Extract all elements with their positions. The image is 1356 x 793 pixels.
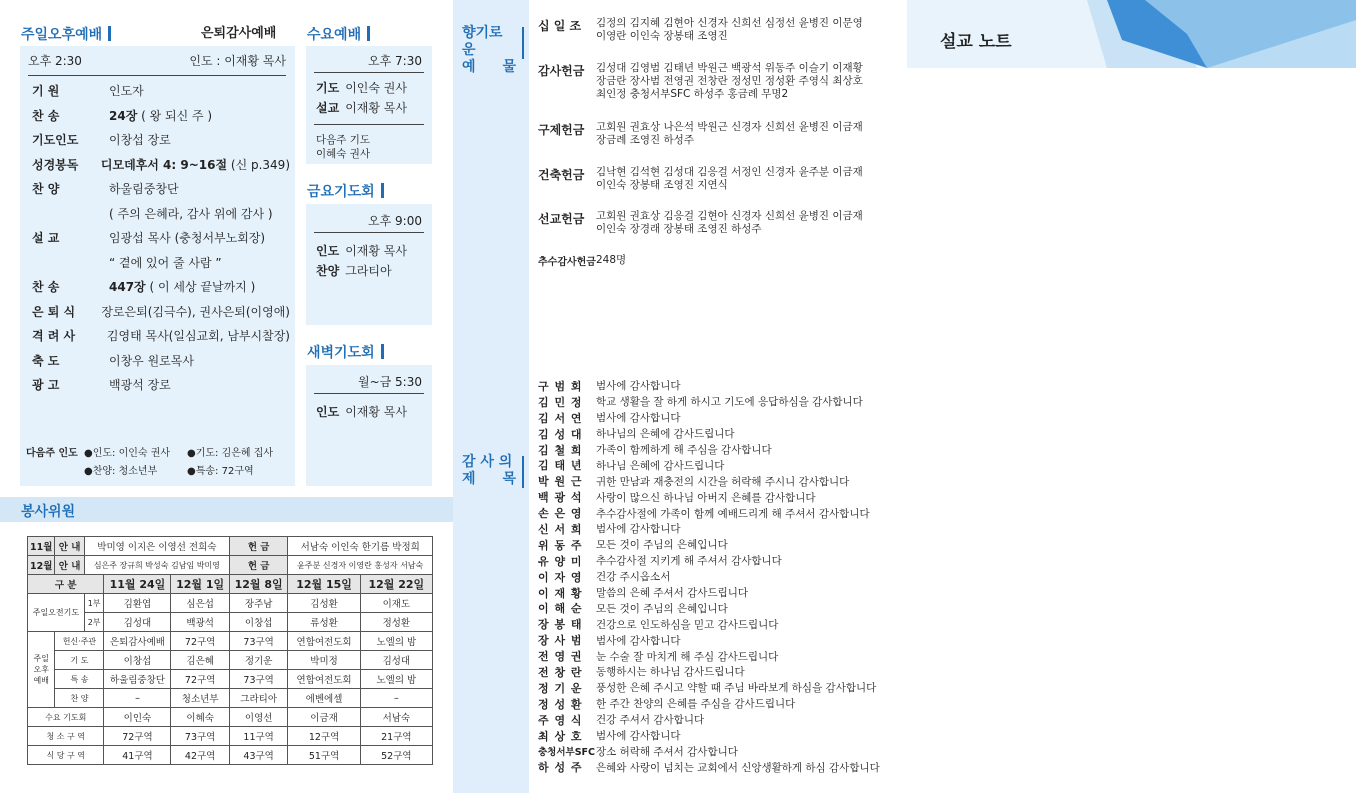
dawn-time: 월~금 5:30 bbox=[357, 375, 422, 389]
order-value-text: ( 이 세상 끝날까지 ) bbox=[149, 280, 256, 294]
table-cell: 42구역 bbox=[171, 746, 230, 765]
table-cell: 심은주 장규희 박성숙 김남임 박미영 bbox=[84, 556, 229, 575]
thanks-item bbox=[538, 394, 888, 410]
table-cell: 이금재 bbox=[288, 708, 360, 727]
next-week bbox=[26, 444, 296, 480]
thanks-item bbox=[538, 696, 888, 712]
thanks-message: 동행하시는 하나님 감사드립니다 bbox=[596, 666, 745, 679]
friday-title: 금요기도회 bbox=[307, 181, 384, 201]
order-value-text: 장로은퇴(김극수), 권사은퇴(이영애) bbox=[101, 304, 290, 319]
friday-item: 찬양 그라티아 bbox=[316, 264, 392, 278]
table-cell: 백광석 bbox=[171, 613, 230, 632]
thanks-item bbox=[538, 378, 888, 394]
table-cell: 찬 양 bbox=[55, 689, 104, 708]
table-cell: 12월 1일 bbox=[171, 575, 230, 594]
thanks-name: 박 원 근 bbox=[538, 475, 583, 489]
table-cell: 이재도 bbox=[360, 594, 432, 613]
sermon-note-title: 설교 노트 bbox=[940, 32, 1012, 52]
thanks-item bbox=[538, 743, 888, 759]
thanks-message: 범사에 감사합니다 bbox=[596, 634, 681, 647]
table-row bbox=[28, 556, 433, 575]
next-item: ●찬양: 청소년부 bbox=[84, 466, 158, 477]
table-cell: 정성환 bbox=[360, 613, 432, 632]
order-value bbox=[109, 107, 290, 124]
order-row bbox=[32, 327, 290, 352]
table-cell: 이창섭 bbox=[104, 651, 171, 670]
table-cell: 41구역 bbox=[104, 746, 171, 765]
table-cell: 72구역 bbox=[104, 727, 171, 746]
table-cell: 수요 기도회 bbox=[28, 708, 104, 727]
offering-names: 248명 bbox=[596, 254, 627, 266]
thanks-message: 건강 주시옵소서 bbox=[596, 571, 671, 584]
sunday-head bbox=[28, 52, 286, 76]
table-cell: 73구역 bbox=[229, 632, 288, 651]
order-label: 은 퇴 식 bbox=[32, 304, 76, 319]
order-label: 광 고 bbox=[32, 378, 60, 392]
table-cell: 안 내 bbox=[55, 556, 84, 575]
order-row bbox=[32, 205, 290, 230]
table-cell: 52구역 bbox=[360, 746, 432, 765]
table-row bbox=[28, 670, 433, 689]
table-cell: 51구역 bbox=[288, 746, 360, 765]
thanks-item bbox=[538, 600, 888, 616]
table-cell: 연합여전도회 bbox=[288, 670, 360, 689]
order-value bbox=[109, 82, 290, 99]
thanks-message: 범사에 감사합니다 bbox=[596, 730, 681, 743]
thanks-message: 건강 주셔서 감사합니다 bbox=[596, 714, 705, 727]
wednesday-next-value: 이혜숙 권사 bbox=[316, 148, 371, 160]
friday-item: 인도 이재황 목사 bbox=[316, 244, 407, 258]
thanks-message: 모든 것이 주님의 은혜입니다 bbox=[596, 602, 728, 615]
thanks-name: 위 동 주 bbox=[538, 538, 583, 552]
order-value bbox=[109, 131, 290, 148]
order-value bbox=[109, 229, 290, 246]
order-value bbox=[107, 327, 290, 344]
table-cell: 기 도 bbox=[55, 651, 104, 670]
table-cell: 73구역 bbox=[229, 670, 288, 689]
table-cell: 연합여전도회 bbox=[288, 632, 360, 651]
sermon-note-header bbox=[907, 0, 1356, 68]
wednesday-time: 오후 7:30 bbox=[368, 54, 422, 68]
table-cell: 정기운 bbox=[229, 651, 288, 670]
next-item: ●인도: 이인숙 권사 bbox=[84, 448, 171, 459]
volunteers-header bbox=[0, 497, 453, 522]
table-cell: 11월 bbox=[28, 537, 55, 556]
order-value-text: (신 p.349) bbox=[230, 157, 290, 172]
offering-names: 김정의 김지혜 김현아 신경자 신희선 심정선 윤병진 이문영 이영란 이인숙 장봉태 조영진 bbox=[596, 17, 863, 42]
table-cell: 안 내 bbox=[55, 537, 84, 556]
table-cell: 21구역 bbox=[360, 727, 432, 746]
table-cell: 서남숙 bbox=[360, 708, 432, 727]
table-row bbox=[28, 613, 433, 632]
order-label: 축 도 bbox=[32, 353, 60, 368]
thanks-name: 구 범 회 bbox=[538, 379, 583, 393]
table-cell: 72구역 bbox=[171, 632, 230, 651]
table-cell: 1부 bbox=[84, 594, 104, 613]
next-item: ●특송: 72구역 bbox=[187, 466, 254, 477]
thanks-name: 백 광 석 bbox=[538, 491, 583, 505]
offerings-label: 향기로운 예 물 bbox=[462, 25, 516, 76]
table-row bbox=[28, 537, 433, 556]
sunday-time: 오후 2:30 bbox=[28, 54, 82, 68]
thanks-name: 충청서부SFC bbox=[538, 747, 596, 759]
thanks-item bbox=[538, 680, 888, 696]
table-cell: 2부 bbox=[84, 613, 104, 632]
table-cell: 류성환 bbox=[288, 613, 360, 632]
order-value-bold: 447장 bbox=[109, 280, 146, 294]
order-row bbox=[32, 156, 290, 181]
offering-type: 건축헌금 bbox=[538, 168, 585, 182]
thanks-message: 범사에 감사합니다 bbox=[596, 523, 681, 536]
service-order bbox=[32, 82, 290, 401]
thanks-name: 유 양 미 bbox=[538, 554, 583, 568]
order-row bbox=[32, 131, 290, 156]
thanks-message: 하나님 은혜에 감사드립니다 bbox=[596, 459, 725, 472]
thanks-item bbox=[538, 632, 888, 648]
thanks-name: 신 서 희 bbox=[538, 522, 583, 536]
order-value-text: 임광섭 목사 (충청서부노회장) bbox=[109, 231, 266, 245]
thanks-item bbox=[538, 442, 888, 458]
order-row bbox=[32, 352, 290, 377]
table-cell: 11월 24일 bbox=[104, 575, 171, 594]
thanks-name: 이 자 영 bbox=[538, 570, 583, 584]
order-value-bold: 24장 bbox=[109, 108, 138, 123]
order-value-text: ( 주의 은혜라, 감사 위에 감사 ) bbox=[109, 206, 273, 221]
order-value bbox=[109, 376, 290, 393]
volunteers-table bbox=[27, 536, 433, 765]
table-cell: 12월 8일 bbox=[229, 575, 288, 594]
thanks-name: 이 재 황 bbox=[538, 586, 583, 600]
thanks-message: 가족이 함께하게 해 주심을 감사합니다 bbox=[596, 444, 772, 456]
order-value-text: 이창우 원로목사 bbox=[109, 353, 194, 368]
table-cell: 이창섭 bbox=[229, 613, 288, 632]
thanks-item bbox=[538, 712, 888, 728]
offering-type: 구제헌금 bbox=[538, 123, 585, 137]
thanks-message: 학교 생활을 잘 하게 하시고 기도에 응답하심을 감사합니다 bbox=[596, 396, 863, 409]
thanks-name: 이 해 순 bbox=[538, 602, 583, 616]
order-label: 기 원 bbox=[32, 84, 60, 98]
table-row bbox=[28, 708, 433, 727]
table-cell: 노엘의 밤 bbox=[360, 632, 432, 651]
order-value bbox=[101, 156, 290, 173]
table-cell: 11구역 bbox=[229, 727, 288, 746]
offering-names: 고회원 권효상 김응걸 김현아 신경자 신희선 윤병진 이금재 이인숙 장경래 장봉태 조영진 하성주 bbox=[596, 210, 863, 235]
order-row bbox=[32, 376, 290, 401]
table-cell: 주일 오후 예배 bbox=[28, 632, 55, 708]
order-row bbox=[32, 278, 290, 303]
thanks-item bbox=[538, 759, 888, 775]
order-value bbox=[109, 205, 290, 222]
order-value-text: ( 왕 되신 주 ) bbox=[141, 108, 213, 123]
table-cell: 하울림중창단 bbox=[104, 670, 171, 689]
table-cell: 김성대 bbox=[104, 613, 171, 632]
thanks-name: 장 사 범 bbox=[538, 634, 583, 648]
order-value-text: 백광석 장로 bbox=[109, 378, 171, 392]
thanks-message: 한 주간 찬양의 은혜를 주심을 감사드립니다 bbox=[596, 698, 796, 711]
dawn-title: 새벽기도회 bbox=[307, 342, 384, 362]
table-row bbox=[28, 594, 433, 613]
friday-time: 오후 9:00 bbox=[368, 214, 422, 228]
thanks-item bbox=[538, 489, 888, 505]
table-row bbox=[28, 727, 433, 746]
wednesday-item: 기도 이인숙 권사 bbox=[316, 81, 407, 95]
thanks-name: 전 영 권 bbox=[538, 650, 583, 664]
table-row bbox=[28, 746, 433, 765]
wednesday-panel bbox=[306, 46, 432, 164]
order-value-text: 하울림중창단 bbox=[109, 182, 179, 196]
sunday-subtitle: 은퇴감사예배 bbox=[201, 26, 277, 41]
table-cell: 구 분 bbox=[28, 575, 104, 594]
table-cell: 김은혜 bbox=[171, 651, 230, 670]
order-value-text: 이창섭 장로 bbox=[109, 133, 171, 147]
thanks-item bbox=[538, 585, 888, 601]
order-value-text: 인도자 bbox=[109, 84, 144, 98]
thanks-item bbox=[538, 410, 888, 426]
table-cell: 김성대 bbox=[360, 651, 432, 670]
next-item: ●기도: 김은혜 집사 bbox=[187, 448, 274, 459]
table-cell: 12구역 bbox=[288, 727, 360, 746]
thanks-name: 최 상 호 bbox=[538, 729, 583, 743]
thanks-message: 은혜와 사랑이 넘치는 교회에서 신앙생활하게 하심 감사합니다 bbox=[596, 761, 880, 774]
order-label: 찬 송 bbox=[32, 280, 60, 294]
table-cell: – bbox=[360, 689, 432, 708]
table-cell: 이혜숙 bbox=[171, 708, 230, 727]
offering-names: 고회원 권효상 나은석 박원근 신경자 신희선 윤병진 이금재 장금례 조영진 하성주 bbox=[596, 121, 863, 146]
thanks-name: 장 봉 태 bbox=[538, 618, 583, 632]
table-cell: 73구역 bbox=[171, 727, 230, 746]
offering-type: 감사헌금 bbox=[538, 64, 585, 78]
dawn-item: 인도 이재황 목사 bbox=[316, 405, 407, 419]
table-cell: 박미정 bbox=[288, 651, 360, 670]
order-value bbox=[109, 254, 290, 271]
table-cell: 윤주분 신경자 이영란 홍성자 서남숙 bbox=[288, 556, 433, 575]
thanks-item bbox=[538, 616, 888, 632]
thanks-item bbox=[538, 728, 888, 744]
table-row bbox=[28, 689, 433, 708]
order-label: 격 려 사 bbox=[32, 329, 76, 343]
table-cell: 그라티아 bbox=[229, 689, 288, 708]
order-label: 찬 송 bbox=[32, 108, 60, 123]
order-value-bold: 디모데후서 4: 9~16절 bbox=[100, 157, 228, 172]
next-week-label: 다음주 인도 bbox=[26, 448, 78, 459]
thanks-item bbox=[538, 537, 888, 553]
thanks-message: 하나님의 은혜에 감사드립니다 bbox=[596, 428, 735, 441]
thanks-item bbox=[538, 664, 888, 680]
thanks-message: 추수감사절에 가족이 함께 예배드리게 해 주셔서 감사합니다 bbox=[596, 507, 870, 520]
thanks-item bbox=[538, 505, 888, 521]
volunteers-title: 봉사위원 bbox=[21, 504, 76, 520]
table-cell: 헌 금 bbox=[229, 556, 288, 575]
order-row bbox=[32, 254, 290, 279]
order-label: 설 교 bbox=[32, 231, 60, 245]
sunday-leader: 인도 : 이재황 목사 bbox=[189, 54, 286, 68]
order-value bbox=[109, 352, 290, 369]
table-cell: 72구역 bbox=[171, 670, 230, 689]
friday-panel bbox=[306, 204, 432, 325]
thanks-name: 김 서 연 bbox=[538, 411, 583, 425]
table-cell: 이인숙 bbox=[104, 708, 171, 727]
thanks-name: 주 영 식 bbox=[538, 713, 583, 727]
table-cell: 노엘의 밤 bbox=[360, 670, 432, 689]
order-value bbox=[101, 303, 290, 320]
table-cell: 장주남 bbox=[229, 594, 288, 613]
table-cell: 이영선 bbox=[229, 708, 288, 727]
middle-strip bbox=[453, 0, 529, 793]
thanks-message: 귀한 만남과 재충전의 시간을 허락해 주시니 감사합니다 bbox=[596, 475, 850, 488]
thanks-item bbox=[538, 457, 888, 473]
thanks-message: 사랑이 많으신 하나님 아버지 은혜를 감사합니다 bbox=[596, 491, 816, 504]
thanks-item bbox=[538, 521, 888, 537]
table-row bbox=[28, 632, 433, 651]
table-cell: 박미영 이지은 이영선 전희숙 bbox=[84, 537, 229, 556]
table-cell: – bbox=[104, 689, 171, 708]
thanks-message: 건강으로 인도하심을 믿고 감사드립니다 bbox=[596, 618, 779, 631]
table-cell: 헌 금 bbox=[229, 537, 288, 556]
order-row bbox=[32, 303, 290, 328]
order-row bbox=[32, 107, 290, 132]
thanks-message: 모든 것이 주님의 은혜입니다 bbox=[596, 539, 728, 552]
thanks-message: 눈 수술 잘 마치게 해 주심 감사드립니다 bbox=[596, 650, 779, 663]
thanks-name: 정 기 운 bbox=[538, 681, 583, 695]
thanks-message: 장소 허락해 주셔서 감사합니다 bbox=[596, 745, 738, 758]
offering-type: 십 일 조 bbox=[538, 19, 582, 33]
table-cell: 에벤에셀 bbox=[288, 689, 360, 708]
thanks-item bbox=[538, 648, 888, 664]
table-cell: 식 당 구 역 bbox=[28, 746, 104, 765]
table-cell: 43구역 bbox=[229, 746, 288, 765]
order-row bbox=[32, 180, 290, 205]
table-header-row bbox=[28, 575, 433, 594]
table-row bbox=[28, 651, 433, 670]
table-cell: 김환엽 bbox=[104, 594, 171, 613]
order-value-text: 김영태 목사(일심교회, 남부시찰장) bbox=[106, 329, 290, 343]
sunday-title: 주일오후예배 bbox=[21, 24, 111, 44]
thanks-message: 풍성한 은혜 주시고 약할 때 주님 바라보게 하심을 감사합니다 bbox=[596, 682, 877, 695]
thanks-message: 말씀의 은혜 주셔서 감사드립니다 bbox=[596, 587, 749, 600]
thanks-item bbox=[538, 473, 888, 489]
thanks-item bbox=[538, 553, 888, 569]
wednesday-title: 수요예배 bbox=[307, 24, 370, 44]
table-cell: 서남숙 이인숙 한기름 박정희 bbox=[288, 537, 433, 556]
order-value-text: “ 곁에 있어 줄 사람 ” bbox=[109, 255, 222, 270]
order-value bbox=[109, 278, 290, 295]
table-cell: 청소년부 bbox=[171, 689, 230, 708]
thanks-name: 정 성 환 bbox=[538, 697, 583, 711]
thanks-label: 감 사 의 제 목 bbox=[462, 454, 516, 488]
offering-names: 김성대 김영범 김태년 박원근 백광석 위동주 이슬기 이재황 장금란 장사범 전영권 전창란 정성민 정성환 주영식 최상호 최인정 충청서부SFC 하성주 홍금례 무명2 bbox=[596, 62, 863, 100]
table-cell: 특 송 bbox=[55, 670, 104, 689]
order-label: 찬 양 bbox=[32, 182, 60, 196]
sunday-service-panel bbox=[20, 46, 295, 486]
thanks-list bbox=[538, 378, 888, 775]
order-row bbox=[32, 82, 290, 107]
offering-type: 선교헌금 bbox=[538, 212, 585, 226]
order-label: 기도인도 bbox=[32, 133, 79, 147]
thanks-name: 하 성 주 bbox=[538, 761, 583, 775]
table-cell: 주일오전기도 bbox=[28, 594, 85, 632]
order-label: 성경봉독 bbox=[32, 157, 79, 172]
offering-names: 김낙현 김석현 김성대 김응걸 서정인 신경자 윤주분 이금재 이인숙 장봉태 조영진 지연식 bbox=[596, 166, 863, 191]
thanks-name: 손 은 영 bbox=[538, 507, 583, 521]
thanks-message: 범사에 감사합니다 bbox=[596, 380, 681, 393]
table-cell: 12월 15일 bbox=[288, 575, 360, 594]
table-cell: 헌신·주관 bbox=[55, 632, 104, 651]
thanks-item bbox=[538, 569, 888, 585]
table-cell: 은퇴감사예배 bbox=[104, 632, 171, 651]
thanks-name: 김 성 대 bbox=[538, 427, 583, 441]
thanks-name: 김 민 정 bbox=[538, 395, 583, 409]
order-row bbox=[32, 229, 290, 254]
order-value bbox=[109, 180, 290, 197]
thanks-item bbox=[538, 426, 888, 442]
wednesday-next-label: 다음주 기도 bbox=[316, 134, 371, 146]
table-cell: 12월 bbox=[28, 556, 55, 575]
dawn-panel bbox=[306, 365, 432, 486]
thanks-name: 김 철 희 bbox=[538, 443, 583, 457]
table-cell: 김성환 bbox=[288, 594, 360, 613]
thanks-name: 전 창 란 bbox=[538, 665, 583, 679]
offering-type: 추수감사헌금 bbox=[538, 257, 596, 268]
table-cell: 청 소 구 역 bbox=[28, 727, 104, 746]
thanks-message: 추수감사절 지키게 해 주셔서 감사합니다 bbox=[596, 555, 782, 568]
thanks-message: 범사에 감사합니다 bbox=[596, 412, 681, 425]
table-cell: 심은섭 bbox=[171, 594, 230, 613]
wednesday-item: 설교 이재황 목사 bbox=[316, 101, 407, 115]
table-cell: 12월 22일 bbox=[360, 575, 432, 594]
thanks-name: 김 태 년 bbox=[538, 459, 583, 473]
